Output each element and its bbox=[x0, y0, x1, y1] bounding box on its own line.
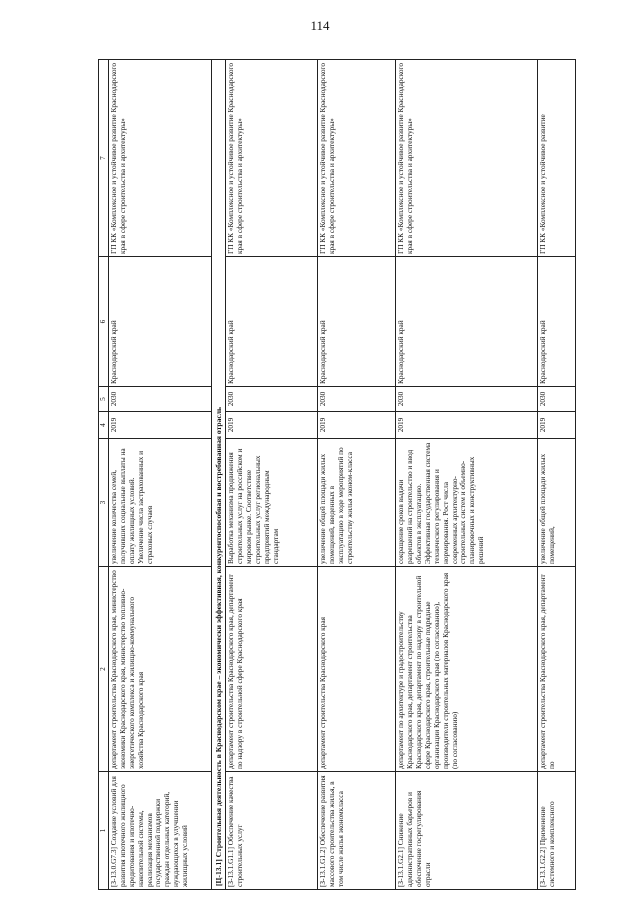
result-cell: увеличение общей площади жилых помещений, bbox=[538, 439, 576, 567]
task-cell: [З-13.1.G2.1] Снижение административных барьеров и обеспечение госрегулирования отрасли bbox=[396, 772, 538, 890]
start-year-cell: 2019 bbox=[538, 412, 576, 439]
rotated-table-container bbox=[98, 60, 598, 890]
section-row bbox=[212, 60, 226, 890]
territory-cell: Краснодарский край bbox=[109, 257, 212, 387]
program-cell: ГП КК «Комплексное и устойчивое развитие Краснодарского края в сфере строительства и архитектуры» bbox=[109, 60, 212, 257]
end-year-cell: 2030 bbox=[318, 387, 396, 412]
executor-cell: департамент строительства Краснодарского края, департамент по надзору в строительной сфере Краснодарского края bbox=[226, 567, 318, 772]
territory-cell: Краснодарский край bbox=[396, 257, 538, 387]
end-year-cell: 2030 bbox=[226, 387, 318, 412]
program-cell: ГП КК «Комплексное и устойчивое развитие Краснодарского края в сфере строительства и архитектуры» bbox=[226, 60, 318, 257]
table-row bbox=[396, 60, 538, 890]
section-heading: [Ц-13.1] Строительная деятельность в Краснодарском крае – экономически эффективная, конкурентоспособная и востребованная отрасль bbox=[212, 60, 226, 890]
header-cell: 6 bbox=[99, 257, 109, 387]
task-cell: [З-13.0.G7.3] Создание условий для развития ипотечного жилищного кредитования и ипотечно-накопительной системы, реализация механизмов государственной поддержки граждан отдельных категорий, нуждающихся в улучшении жилищных условий bbox=[109, 772, 212, 890]
start-year-cell: 2019 bbox=[226, 412, 318, 439]
end-year-cell: 2030 bbox=[538, 387, 576, 412]
territory-cell: Краснодарский край bbox=[226, 257, 318, 387]
header-cell: 7 bbox=[99, 60, 109, 257]
start-year-cell: 2019 bbox=[109, 412, 212, 439]
table-row bbox=[318, 60, 396, 890]
program-cell: ГП КК «Комплексное и устойчивое развитие Краснодарского края в сфере строительства и архитектуры» bbox=[396, 60, 538, 257]
territory-cell: Краснодарский край bbox=[538, 257, 576, 387]
header-cell: 3 bbox=[99, 439, 109, 567]
executor-cell: департамент строительства Краснодарского края bbox=[318, 567, 396, 772]
result-cell: увеличение общей площади жилых помещений, введенных в эксплуатацию в ходе мероприятий по строительству жилья эконом-класса bbox=[318, 439, 396, 567]
table-row bbox=[109, 60, 212, 890]
result-cell: Выработка механизма продвижения строительных услуг на российском и мировом рынке. Соответствие строительных услуг региональных предприятий международным стандартам bbox=[226, 439, 318, 567]
executor-cell: департамент строительства Краснодарского края, департамент по bbox=[538, 567, 576, 772]
end-year-cell: 2030 bbox=[396, 387, 538, 412]
executor-cell: департамент по архитектуре и градостроительству Краснодарского края, департамент строительства Краснодарского края, департамент по надзору в строительной сфере Краснодарского края, строительные подрядные организации Краснодарского края (по согласованию), производители строительных материалов Краснодарского края (по согласованию) bbox=[396, 567, 538, 772]
start-year-cell: 2019 bbox=[318, 412, 396, 439]
measures-table bbox=[98, 59, 576, 890]
program-cell: ГП КК «Комплексное и устойчивое развитие bbox=[538, 60, 576, 257]
page-number: 114 bbox=[310, 18, 330, 33]
result-cell: увеличение количества семей, получивших социальные выплаты на оплату жилищных условий. Увеличение числа застрахованных и страховых случаев bbox=[109, 439, 212, 567]
header-cell: 4 bbox=[99, 412, 109, 439]
task-cell: [З-13.1.G1.1] Обеспечение качества строительных услуг bbox=[226, 772, 318, 890]
header-row bbox=[99, 60, 109, 890]
territory-cell: Краснодарский край bbox=[318, 257, 396, 387]
header-cell: 1 bbox=[99, 772, 109, 890]
executor-cell: департамент строительства Краснодарского края, министерство экономики Краснодарского края, министерство топливно-энергетического комплекса и жилищно-коммунального хозяйства Краснодарского края bbox=[109, 567, 212, 772]
header-cell: 5 bbox=[99, 387, 109, 412]
end-year-cell: 2030 bbox=[109, 387, 212, 412]
table-row bbox=[538, 60, 576, 890]
task-cell: [З-13.1.G1.2] Обеспечение развития массового строительства жилья, в том числе жилья экономкласса bbox=[318, 772, 396, 890]
table-row bbox=[226, 60, 318, 890]
header-cell: 2 bbox=[99, 567, 109, 772]
task-cell: [З-13.1.G2.2] Применение системного и комплексного bbox=[538, 772, 576, 890]
program-cell: ГП КК «Комплексное и устойчивое развитие Краснодарского края в сфере строительства и архитектуры» bbox=[318, 60, 396, 257]
start-year-cell: 2019 bbox=[396, 412, 538, 439]
result-cell: сокращение сроков выдачи разрешений на строительство и ввод объектов в эксплуатацию. Эффективная государственная система технического регулирования и нормирования. Рост числа современных архитектурно-строительных систем и объемно-планировочных и конструктивных решений bbox=[396, 439, 538, 567]
